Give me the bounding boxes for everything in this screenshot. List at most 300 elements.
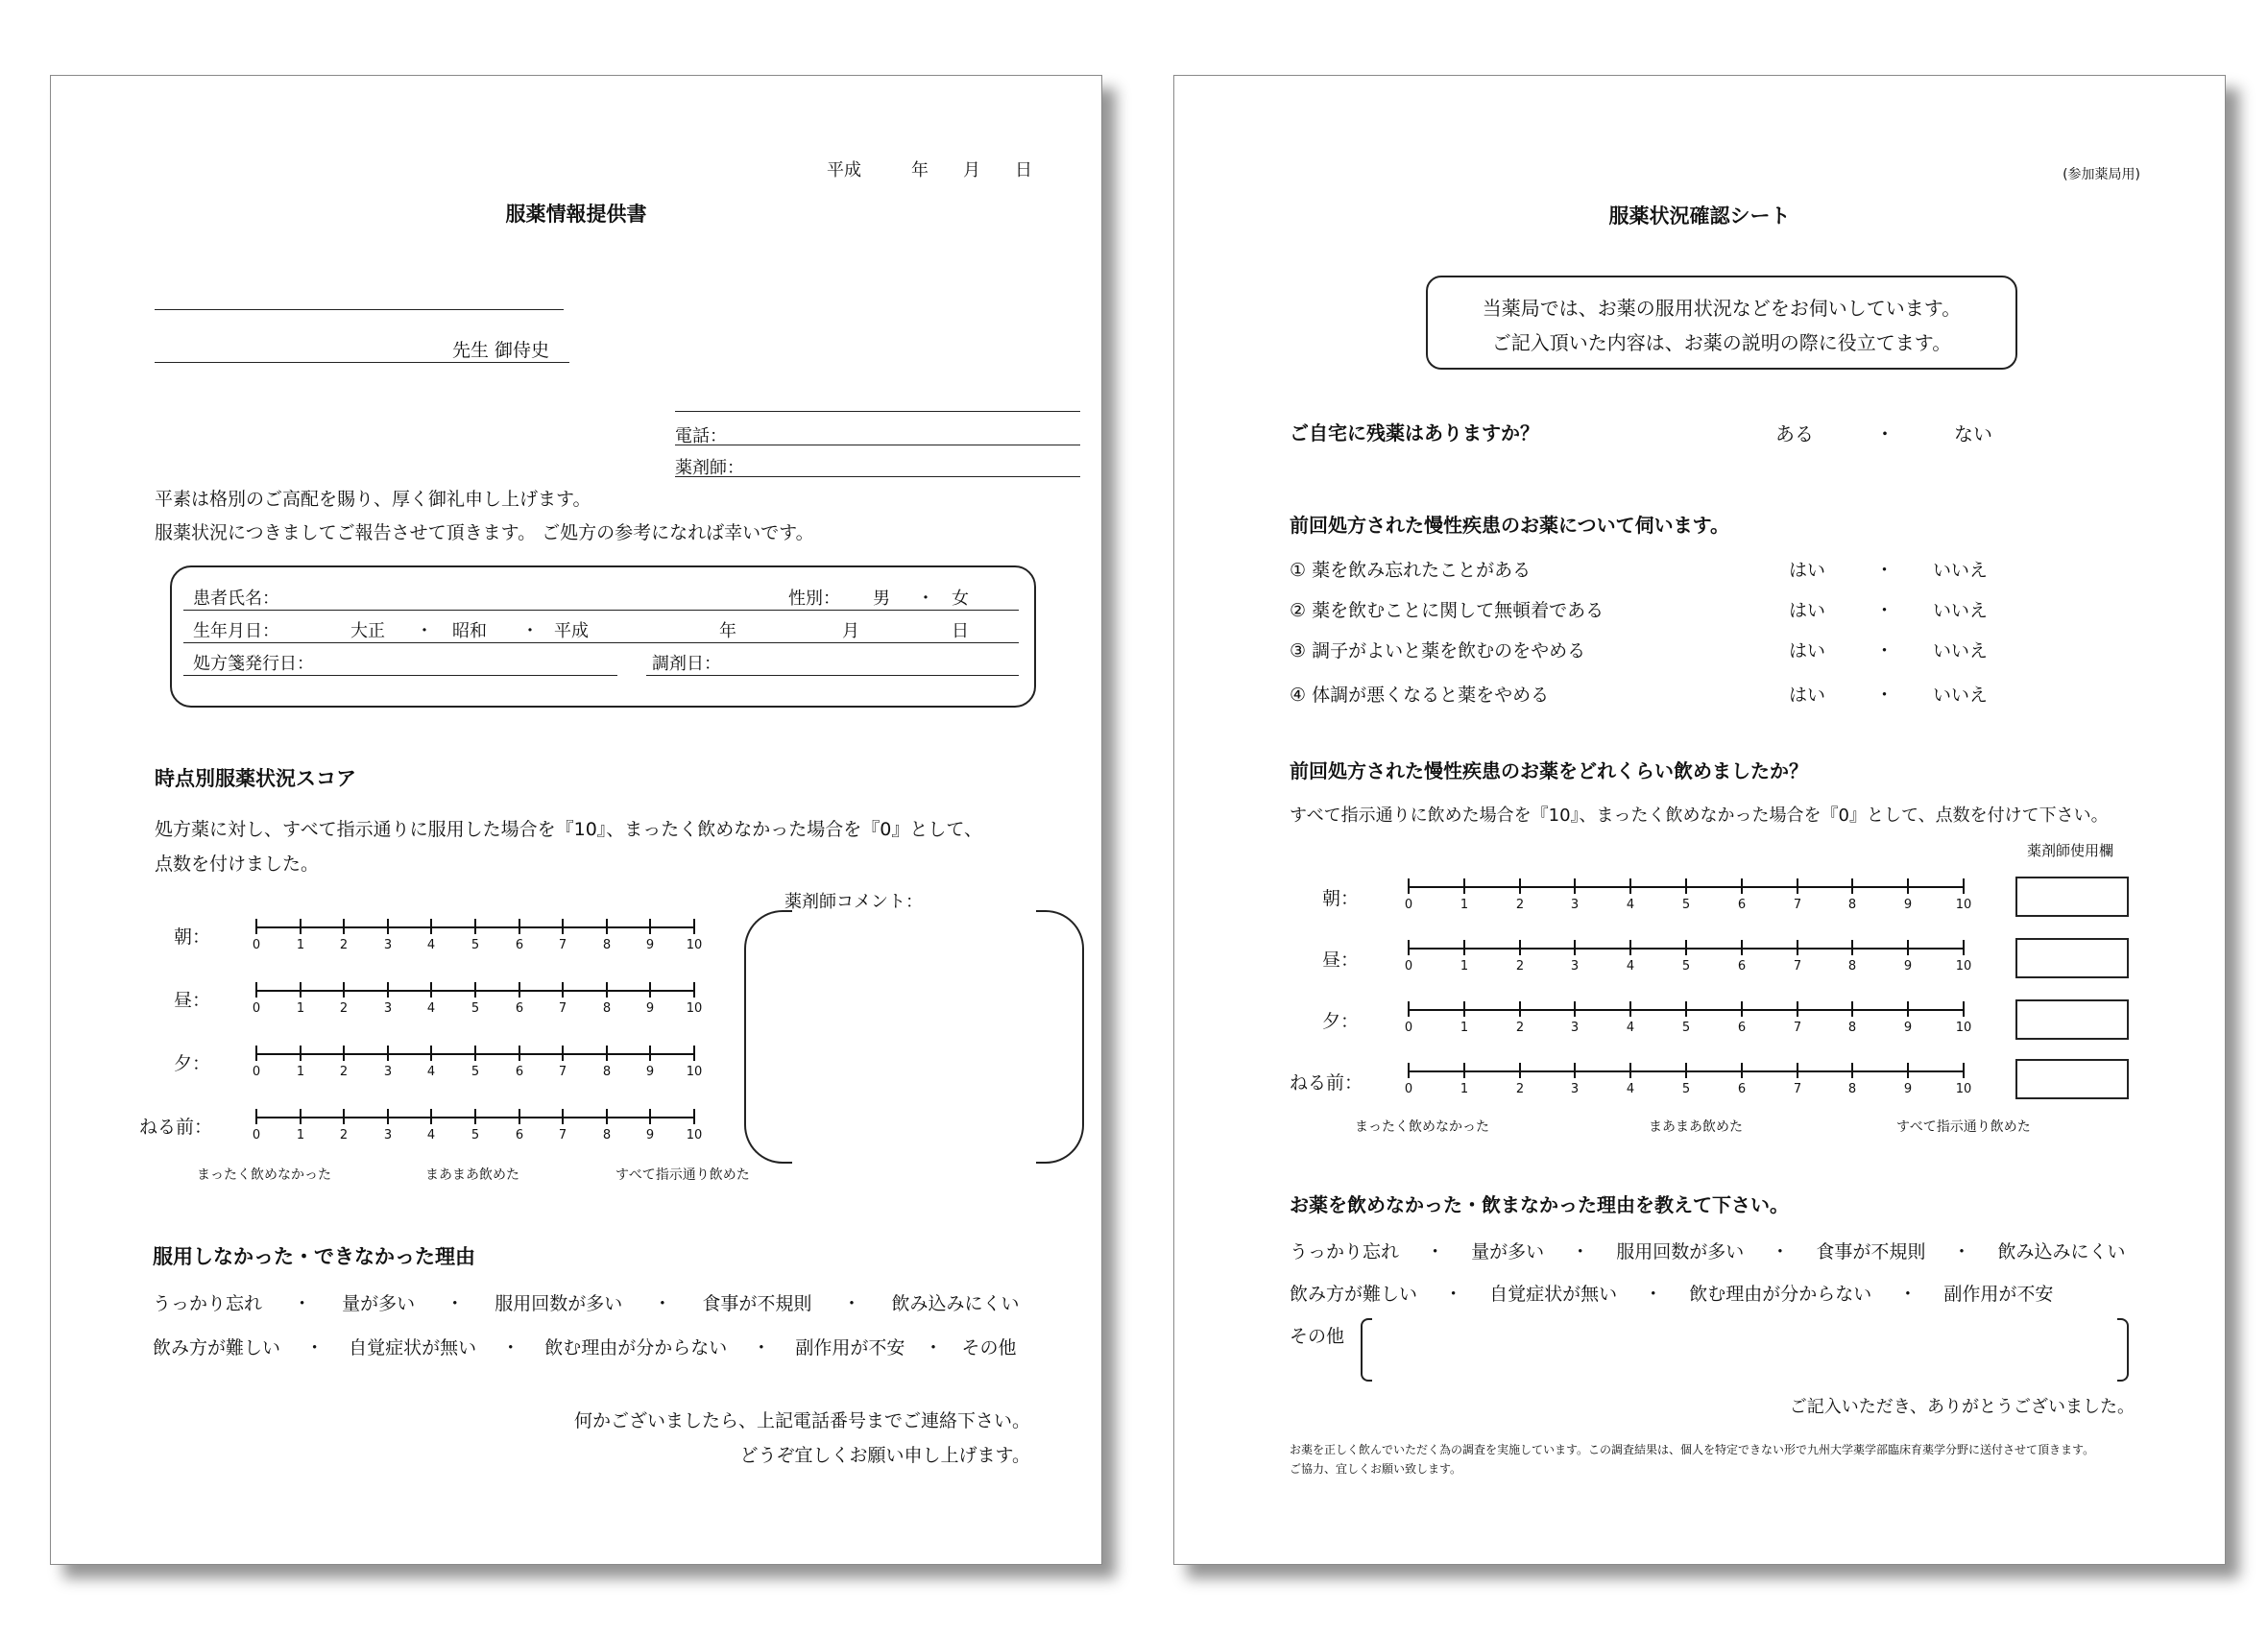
scale-tick-label-6: 6 [515,938,524,952]
reason-no-symptoms[interactable]: 自覚症状が無い [349,1337,477,1358]
pharmacist-line[interactable] [675,476,1080,477]
status-check-sheet-page [1173,75,2226,1565]
scale-tick-3[interactable] [387,982,389,998]
scale-tick-label-4: 4 [1626,1082,1635,1096]
comment-label: 薬剤師コメント： [784,892,923,912]
scale-tick-label-1: 1 [296,938,305,952]
scale-tick-3[interactable] [1574,878,1576,894]
comment-area[interactable] [790,910,1036,1162]
r-scale-morning[interactable] [1404,877,1972,915]
scale-tick-label-10: 10 [686,1128,703,1142]
scale-tick-3[interactable] [1574,1063,1576,1078]
scale-tick-1[interactable] [300,982,302,998]
scale-tick-label-0: 0 [252,1065,261,1079]
other-bracket-right [2117,1318,2129,1382]
answer-yes[interactable]: ある [1775,422,1814,445]
scale-tick-label-6: 6 [515,1128,524,1142]
scale-tick-3[interactable] [387,1046,389,1061]
r-time-bedtime: ねる前： [1290,1072,1363,1094]
scale-tick-7[interactable] [562,1109,564,1124]
scale-tick-label-9: 9 [645,1065,655,1079]
scale-tick-label-1: 1 [1460,1082,1469,1096]
q1-no[interactable]: いいえ [1933,560,1989,581]
scale-tick-8[interactable] [1851,1063,1853,1078]
scale-tick-label-7: 7 [1793,1021,1802,1035]
r-reason-no-symptoms[interactable]: 自覚症状が無い [1489,1284,1618,1305]
scale-tick-2[interactable] [343,982,345,998]
scale-tick-0[interactable] [1408,1063,1410,1078]
scale-tick-label-2: 2 [1515,898,1525,912]
scale-tick-label-9: 9 [1903,898,1913,912]
scale-tick-label-10: 10 [686,1065,703,1079]
scale-tick-6[interactable] [519,919,520,934]
scale-tick-label-10: 10 [686,1001,703,1016]
scale-tick-9[interactable] [649,1046,651,1061]
reason-hard-method[interactable]: 飲み方が難しい [153,1337,281,1358]
sheet-title: 服薬状況確認シート [1608,204,1791,228]
r-anchor-none: まったく飲めなかった [1355,1119,1489,1135]
reasons-row-2: 飲み方が難しい ・ 自覚症状が無い ・ 飲む理由が分からない ・ 副作用が不安 ・ その他 [153,1337,1017,1358]
date-day: 日 [1015,160,1032,180]
scale-tick-label-2: 2 [1515,1021,1525,1035]
q4-yes[interactable]: はい [1789,685,1826,706]
scale-tick-8[interactable] [1851,878,1853,894]
scale-tick-5[interactable] [1685,940,1687,955]
scale-tick-8[interactable] [1851,1001,1853,1017]
era-showa[interactable]: 昭和 [452,621,487,641]
scale-tick-5[interactable] [1685,1063,1687,1078]
scale-tick-3[interactable] [1574,940,1576,955]
scale-tick-label-7: 7 [1793,1082,1802,1096]
scale-tick-9[interactable] [649,982,651,998]
score-heading: 時点別服薬状況スコア [155,767,356,790]
era-heisei[interactable]: 平成 [554,621,589,641]
scale-tick-3[interactable] [387,919,389,934]
scale-tick-label-10: 10 [1955,898,1972,912]
sex-female[interactable]: 女 [952,589,969,609]
r-reasons-row-1: うっかり忘れ ・ 量が多い ・ 服用回数が多い ・ 食事が不規則 ・ 飲み込みにくい [1290,1241,2126,1262]
r-anchor-all: すべて指示通り飲めた [1896,1119,2031,1135]
scale-tick-label-3: 3 [383,1128,393,1142]
scale-tick-2[interactable] [1519,878,1521,894]
scale-tick-label-4: 4 [426,1128,436,1142]
scale-tick-8[interactable] [606,1109,608,1124]
answer-sep: ・ [1875,422,1894,445]
recipient-institution-line[interactable] [155,309,564,310]
reason-side-effects[interactable]: 副作用が不安 [795,1337,905,1358]
scale-tick-6[interactable] [519,1109,520,1124]
scale-tick-6[interactable] [519,982,520,998]
score-scale-noon[interactable] [252,980,703,1019]
sex-label: 性別： [788,589,840,609]
scale-tick-5[interactable] [1685,1001,1687,1017]
q3-no[interactable]: いいえ [1933,640,1989,661]
scale-tick-7[interactable] [562,919,564,934]
scale-tick-label-8: 8 [1847,1082,1857,1096]
notice-line-2: ご記入頂いた内容は、お薬の説明の際に役立てます。 [1491,331,1952,354]
scale-tick-2[interactable] [343,1046,345,1061]
era-sep-1: ・ [416,621,433,641]
notice-box [1426,276,2017,370]
q4-no[interactable]: いいえ [1933,685,1989,706]
thanks-text: ご記入いただき、ありがとうございました。 [1789,1397,2135,1417]
r-anchor-some: まあまあ飲めた [1649,1119,1743,1135]
scale-tick-6[interactable] [1741,1001,1743,1017]
scale-tick-2[interactable] [1519,1001,1521,1017]
scale-tick-7[interactable] [562,982,564,998]
document-title: 服薬情報提供書 [505,203,647,226]
anchor-none: まったく飲めなかった [197,1167,331,1183]
scale-tick-label-6: 6 [515,1001,524,1016]
scale-tick-label-1: 1 [296,1128,305,1142]
question-3: ③ 調子がよいと薬を飲むのをやめる [1290,640,1586,661]
issue-date-line[interactable] [183,675,617,676]
scale-tick-label-6: 6 [1737,959,1747,974]
scale-tick-4[interactable] [430,1046,432,1061]
scale-tick-0[interactable] [255,919,257,934]
phone-label: 電話： [675,426,727,446]
scale-tick-1[interactable] [300,919,302,934]
scale-tick-6[interactable] [1741,878,1743,894]
scale-tick-9[interactable] [1907,1063,1909,1078]
scale-tick-4[interactable] [1629,1001,1631,1017]
era-taisho[interactable]: 大正 [350,621,385,641]
scale-tick-2[interactable] [1519,940,1521,955]
scale-tick-6[interactable] [1741,940,1743,955]
scale-tick-label-0: 0 [1404,1021,1413,1035]
scale-tick-4[interactable] [430,919,432,934]
scale-tick-label-10: 10 [1955,1082,1972,1096]
scale-tick-10[interactable] [693,982,695,998]
scale-tick-10[interactable] [1963,878,1965,894]
scale-tick-label-3: 3 [383,1001,393,1016]
q1-yes[interactable]: はい [1789,560,1826,581]
scale-tick-label-3: 3 [1570,1082,1580,1096]
provision-document-page [50,75,1102,1565]
scale-tick-label-5: 5 [1681,1082,1691,1096]
scale-tick-label-5: 5 [470,1128,480,1142]
scale-tick-9[interactable] [649,1109,651,1124]
q2-yes[interactable]: はい [1789,600,1826,621]
r-reason-frequency[interactable]: 服用回数が多い [1616,1241,1745,1262]
scale-tick-label-2: 2 [339,938,349,952]
scale-tick-10[interactable] [1963,940,1965,955]
scale-tick-5[interactable] [474,982,476,998]
scale-tick-7[interactable] [1797,1063,1798,1078]
scale-tick-0[interactable] [255,982,257,998]
scale-tick-label-7: 7 [558,1128,567,1142]
r-reason-heading: お薬を飲めなかった・飲まなかった理由を教えて下さい。 [1290,1193,1789,1216]
scale-tick-5[interactable] [1685,878,1687,894]
scale-tick-label-10: 10 [1955,959,1972,974]
scale-tick-10[interactable] [693,1109,695,1124]
scale-tick-label-0: 0 [1404,898,1413,912]
era-sep-2: ・ [521,621,539,641]
scale-tick-label-9: 9 [645,1128,655,1142]
other-input-area[interactable] [1372,1318,2115,1380]
footnote-line-2: ご協力、宜しくお願い致します。 [1290,1462,1462,1476]
pharmacist-box-bedtime[interactable] [2015,1059,2129,1099]
scale-tick-label-4: 4 [1626,898,1635,912]
question-1: ① 薬を飲み忘れたことがある [1290,560,1532,581]
scale-tick-label-0: 0 [1404,959,1413,974]
q3-yes[interactable]: はい [1789,640,1826,661]
r-reasons-row-2: 飲み方が難しい ・ 自覚症状が無い ・ 飲む理由が分からない ・ 副作用が不安 [1290,1284,2054,1305]
scale-tick-label-2: 2 [339,1065,349,1079]
prev-heading: 前回処方された慢性疾患のお薬について伺います。 [1290,514,1729,537]
scale-tick-1[interactable] [300,1046,302,1061]
scale-tick-label-7: 7 [1793,959,1802,974]
scale-tick-label-5: 5 [470,1065,480,1079]
scale-tick-0[interactable] [1408,940,1410,955]
scale-tick-label-10: 10 [686,938,703,952]
reason-other[interactable]: その他 [961,1337,1017,1358]
scale-tick-label-4: 4 [426,938,436,952]
q3-sep: ・ [1875,640,1894,661]
scale-tick-2[interactable] [1519,1063,1521,1078]
scale-tick-4[interactable] [1629,940,1631,955]
scale-tick-label-9: 9 [1903,1021,1913,1035]
anchor-some: まあまあ飲めた [425,1167,519,1183]
scale-tick-label-9: 9 [645,938,655,952]
birth-day: 日 [952,621,969,641]
scale-tick-3[interactable] [387,1109,389,1124]
scale-tick-8[interactable] [1851,940,1853,955]
r-scale-evening[interactable] [1404,999,1972,1038]
scale-tick-label-9: 9 [1903,1082,1913,1096]
amount-text: すべて指示通りに飲めた場合を『10』、まったく飲めなかった場合を『0』として、点数を付けて下さい。 [1290,805,2109,826]
r-reason-forgot[interactable]: うっかり忘れ [1290,1241,1400,1262]
scale-tick-label-3: 3 [1570,1021,1580,1035]
pharmacy-name-line[interactable] [675,411,1080,412]
scale-tick-4[interactable] [430,1109,432,1124]
scale-tick-0[interactable] [255,1109,257,1124]
scale-tick-label-6: 6 [1737,1082,1747,1096]
scale-tick-7[interactable] [1797,1001,1798,1017]
scale-tick-label-0: 0 [252,1128,261,1142]
sex-sep: ・ [917,589,934,609]
scale-tick-label-1: 1 [296,1065,305,1079]
date-month: 月 [963,160,980,180]
scale-tick-label-1: 1 [1460,959,1469,974]
scale-tick-2[interactable] [343,1109,345,1124]
scale-tick-1[interactable] [1463,1063,1465,1078]
scale-tick-label-8: 8 [1847,959,1857,974]
reason-unknown-purpose[interactable]: 飲む理由が分からない [544,1337,728,1358]
scale-tick-5[interactable] [474,919,476,934]
scale-tick-label-0: 0 [252,938,261,952]
birth-month: 月 [842,621,859,641]
issue-date-label: 処方箋発行日： [193,654,314,674]
scale-tick-7[interactable] [562,1046,564,1061]
scale-tick-label-0: 0 [252,1001,261,1016]
scale-tick-label-0: 0 [1404,1082,1413,1096]
pharmacist-box-morning[interactable] [2015,877,2129,917]
scale-tick-7[interactable] [1797,940,1798,955]
r-reason-irregular-meals[interactable]: 食事が不規則 [1816,1241,1926,1262]
q1-sep: ・ [1875,560,1894,581]
closing-line-1: 何かございましたら、上記電話番号までご連絡下さい。 [573,1410,1030,1431]
reason-irregular-meals[interactable]: 食事が不規則 [702,1293,812,1314]
greeting-line-1: 平素は格別のご高配を賜り、厚く御礼申し上げます。 [155,489,591,510]
scale-tick-label-2: 2 [339,1001,349,1016]
scale-tick-1[interactable] [300,1109,302,1124]
leftover-question: ご自宅に残薬はありますか？ [1290,421,1539,445]
scale-tick-9[interactable] [1907,878,1909,894]
time-label-evening: 夕： [174,1053,211,1074]
dispense-date-line[interactable] [646,675,1019,676]
score-scale-bedtime[interactable] [252,1107,703,1145]
scale-tick-label-5: 5 [470,1001,480,1016]
recipient-suffix: 先生 御侍史 [452,340,550,361]
r-time-noon: 昼： [1322,950,1360,971]
r-scale-noon[interactable] [1404,938,1972,976]
scale-tick-9[interactable] [1907,1001,1909,1017]
scale-tick-5[interactable] [474,1109,476,1124]
scale-tick-label-9: 9 [645,1001,655,1016]
scale-tick-label-1: 1 [1460,1021,1469,1035]
scale-tick-9[interactable] [649,919,651,934]
scale-tick-label-8: 8 [602,1128,612,1142]
date-year: 年 [911,160,929,180]
q4-sep: ・ [1875,685,1894,706]
scale-tick-7[interactable] [1797,878,1798,894]
scale-tick-label-4: 4 [1626,959,1635,974]
r-time-morning: 朝： [1322,888,1360,909]
time-label-bedtime: ねる前： [139,1117,213,1138]
scale-tick-label-3: 3 [383,938,393,952]
scale-tick-10[interactable] [1963,1063,1965,1078]
scale-tick-8[interactable] [606,919,608,934]
notice-line-1: 当薬局では、お薬の服用状況などをお伺いしています。 [1482,297,1962,320]
scale-tick-5[interactable] [474,1046,476,1061]
scale-tick-label-7: 7 [558,938,567,952]
r-reason-hard-swallow[interactable]: 飲み込みにくい [1997,1241,2126,1262]
scale-tick-0[interactable] [1408,1001,1410,1017]
patient-info-box [170,565,1036,708]
score-text-1: 処方薬に対し、すべて指示通りに服用した場合を『10』、まったく飲めなかった場合を『0』として、 [155,819,983,840]
row-line-2 [183,642,1019,643]
reason-frequency[interactable]: 服用回数が多い [495,1293,623,1314]
scale-tick-label-4: 4 [426,1065,436,1079]
scale-tick-1[interactable] [1463,940,1465,955]
scale-tick-label-7: 7 [1793,898,1802,912]
scale-tick-label-2: 2 [339,1128,349,1142]
q2-no[interactable]: いいえ [1933,600,1989,621]
other-bracket-left [1361,1318,1372,1382]
footnote-line-1: お薬を正しく飲んでいただく為の調査を実施しています。この調査結果は、個人を特定できない形で九州大学薬学部臨床育薬学分野に送付させて頂きます。 [1290,1443,2095,1456]
comment-bracket-left [744,910,792,1164]
r-reason-side-effects[interactable]: 副作用が不安 [1943,1284,2054,1305]
scale-tick-4[interactable] [1629,878,1631,894]
scale-tick-label-6: 6 [1737,1021,1747,1035]
scale-tick-label-7: 7 [558,1001,567,1016]
closing-line-2: どうぞ宜しくお願い申し上げます。 [739,1445,1030,1466]
pharmacist-use-label: 薬剤師使用欄 [2027,842,2114,859]
participant-tag: (参加薬局用) [2063,167,2140,182]
pharmacist-box-evening[interactable] [2015,999,2129,1040]
r-scale-bedtime[interactable] [1404,1061,1972,1099]
reason-forgot[interactable]: うっかり忘れ [153,1293,263,1314]
scale-tick-label-8: 8 [602,1001,612,1016]
scale-tick-9[interactable] [1907,940,1909,955]
scale-tick-10[interactable] [1963,1001,1965,1017]
scale-tick-label-4: 4 [1626,1021,1635,1035]
birth-year: 年 [719,621,736,641]
reason-hard-swallow[interactable]: 飲み込みにくい [891,1293,1020,1314]
scale-tick-10[interactable] [693,1046,695,1061]
r-reason-hard-method[interactable]: 飲み方が難しい [1290,1284,1418,1305]
pharmacist-box-noon[interactable] [2015,938,2129,978]
scale-tick-4[interactable] [430,982,432,998]
birthdate-label: 生年月日： [193,621,279,641]
scale-tick-1[interactable] [1463,1001,1465,1017]
amount-heading: 前回処方された慢性疾患のお薬をどれくらい飲めましたか？ [1290,759,1808,782]
scale-tick-4[interactable] [1629,1063,1631,1078]
r-reason-unknown-purpose[interactable]: 飲む理由が分からない [1689,1284,1872,1305]
recipient-name-line[interactable] [155,362,569,363]
scale-tick-2[interactable] [343,919,345,934]
score-text-2: 点数を付けました。 [155,854,320,875]
scale-tick-8[interactable] [606,982,608,998]
score-scale-morning[interactable] [252,917,703,955]
scale-tick-label-8: 8 [602,938,612,952]
scale-tick-label-9: 9 [1903,959,1913,974]
answer-no[interactable]: ない [1954,422,1992,445]
scale-tick-6[interactable] [519,1046,520,1061]
scale-tick-label-1: 1 [296,1001,305,1016]
question-2: ② 薬を飲むことに関して無頓着である [1290,600,1604,621]
scale-tick-10[interactable] [693,919,695,934]
reason-too-many[interactable]: 量が多い [342,1293,416,1314]
r-reason-too-many[interactable]: 量が多い [1471,1241,1545,1262]
comment-bracket-right [1036,910,1084,1164]
scale-tick-label-8: 8 [602,1065,612,1079]
scale-tick-label-1: 1 [1460,898,1469,912]
date-era: 平成 [827,160,861,180]
scale-tick-label-5: 5 [1681,959,1691,974]
other-label: その他 [1290,1326,1345,1347]
scale-tick-label-8: 8 [1847,1021,1857,1035]
scale-tick-label-5: 5 [1681,1021,1691,1035]
scale-tick-label-6: 6 [1737,898,1747,912]
scale-tick-6[interactable] [1741,1063,1743,1078]
scale-tick-label-3: 3 [383,1065,393,1079]
q2-sep: ・ [1875,600,1894,621]
scale-tick-label-5: 5 [470,938,480,952]
patient-name-label: 患者氏名： [193,589,279,609]
scale-tick-label-8: 8 [1847,898,1857,912]
scale-tick-0[interactable] [1408,878,1410,894]
question-4: ④ 体調が悪くなると薬をやめる [1290,685,1550,706]
time-label-morning: 朝： [174,926,211,948]
scale-tick-0[interactable] [255,1046,257,1061]
scale-tick-label-7: 7 [558,1065,567,1079]
scale-tick-3[interactable] [1574,1001,1576,1017]
row-line-1 [183,610,1019,611]
scale-tick-8[interactable] [606,1046,608,1061]
score-scale-evening[interactable] [252,1044,703,1082]
scale-tick-label-3: 3 [1570,898,1580,912]
reasons-row-1: うっかり忘れ ・ 量が多い ・ 服用回数が多い ・ 食事が不規則 ・ 飲み込みにくい [153,1293,1020,1314]
scale-tick-label-6: 6 [515,1065,524,1079]
scale-tick-label-2: 2 [1515,959,1525,974]
r-time-evening: 夕： [1322,1011,1360,1032]
scale-tick-1[interactable] [1463,878,1465,894]
reason-heading: 服用しなかった・できなかった理由 [153,1245,475,1268]
sex-male[interactable]: 男 [873,589,890,609]
scale-tick-label-10: 10 [1955,1021,1972,1035]
